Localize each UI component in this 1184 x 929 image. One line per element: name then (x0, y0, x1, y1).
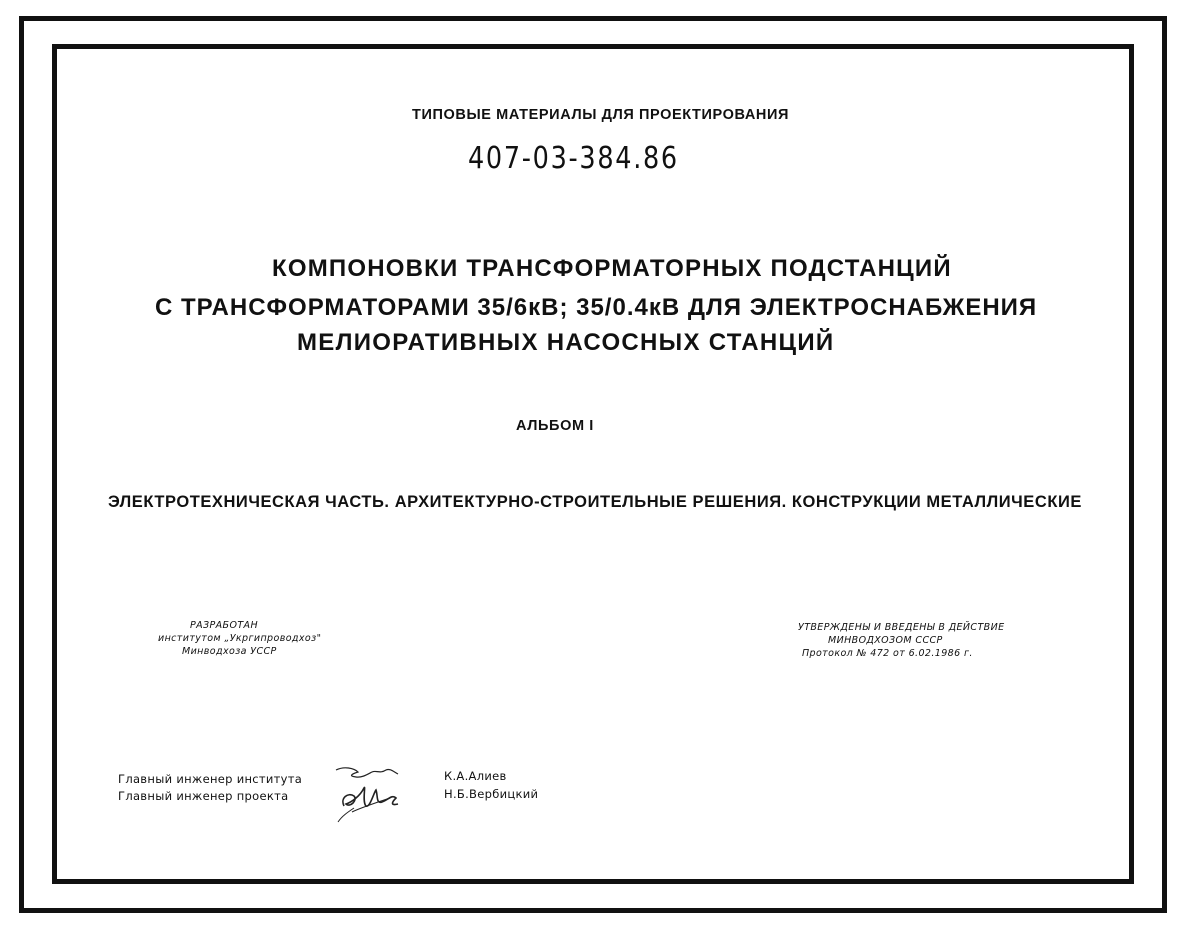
document-code: 407-03-384.86 (468, 141, 679, 176)
approved-line-3: Протокол № 472 от 6.02.1986 г. (802, 648, 973, 659)
approved-line-1: УТВЕРЖДЕНЫ И ВВЕДЕНЫ В ДЕЙСТВИЕ (798, 622, 1005, 633)
signatory-role-1: Главный инженер института (118, 772, 303, 786)
title-line-2: С ТРАНСФОРМАТОРАМИ 35/6кВ; 35/0.4кВ ДЛЯ ЭЛЕКТРОСНАБЖЕНИЯ (155, 294, 1038, 321)
developed-by-line-2: институтом „Укргипроводхоз" (158, 633, 322, 644)
series-header: ТИПОВЫЕ МАТЕРИАЛЫ ДЛЯ ПРОЕКТИРОВАНИЯ (412, 107, 790, 123)
title-line-3: МЕЛИОРАТИВНЫХ НАСОСНЫХ СТАНЦИЙ (297, 329, 835, 356)
signatory-role-2: Главный инженер проекта (118, 789, 289, 803)
handwritten-signature (332, 762, 408, 826)
approved-line-2: МИНВОДХОЗОМ СССР (828, 635, 943, 646)
signatory-name-1: К.А.Алиев (444, 769, 507, 783)
signatory-name-2: Н.Б.Вербицкий (444, 787, 539, 801)
parts-list: ЭЛЕКТРОТЕХНИЧЕСКАЯ ЧАСТЬ. АРХИТЕКТУРНО-СТРОИТЕЛЬНЫЕ РЕШЕНИЯ. КОНСТРУКЦИИ МЕТАЛЛИЧЕСКИЕ (108, 493, 1082, 511)
title-line-1: КОМПОНОВКИ ТРАНСФОРМАТОРНЫХ ПОДСТАНЦИЙ (272, 255, 952, 282)
developed-by-line-3: Минводхоза УССР (182, 646, 277, 657)
developed-by-line-1: РАЗРАБОТАН (190, 620, 258, 631)
album-label: АЛЬБОМ I (516, 418, 594, 434)
